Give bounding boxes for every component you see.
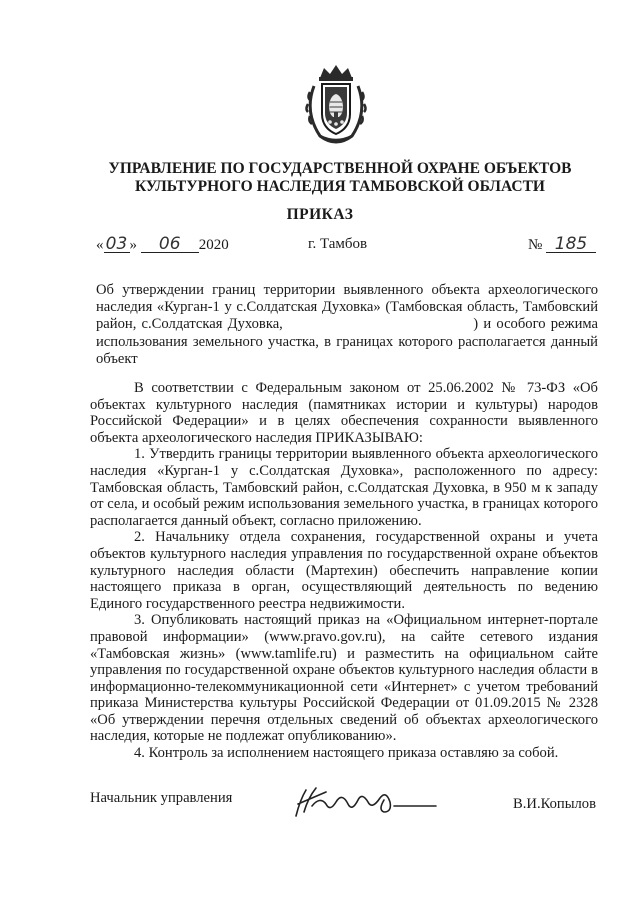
date-year: 2020 [198, 237, 229, 253]
order-item-1: 1. Утвердить границы территории выявленного объекта археологического наследия «Курган-1 у с.Солдатская Духовка», расположенного по адресу: Тамбовская область, Тамбовский район, с.Солдатская Духовка, в 950 м к западу от села, и особый режим использования земельного участка, в границах которого располагается данный объект, согласно приложению. [90, 446, 598, 529]
document-date [96, 236, 229, 254]
document-subject [96, 282, 598, 368]
organization-name-line1: УПРАВЛЕНИЕ ПО ГОСУДАРСТВЕННОЙ ОХРАНЕ ОБЪЕКТОВ [108, 160, 572, 177]
organization-name-line2: КУЛЬТУРНОГО НАСЛЕДИЯ ТАМБОВСКОЙ ОБЛАСТИ [135, 178, 545, 195]
document-body [90, 380, 598, 762]
coat-of-arms-icon [300, 62, 372, 144]
document-number [528, 236, 596, 254]
order-item-4: 4. Контроль за исполнением настоящего приказа оставляю за собой. [134, 745, 559, 762]
order-item-2: 2. Начальнику отдела сохранения, государственной охраны и учета объектов культурного наследия управления по государственной охране объектов культурного наследия области (Мартехин) обеспечить направление копии настоящего приказа в орган, осуществляющий деятельность по ведению Единого государственного реестра недвижимости. [90, 529, 598, 612]
signer-title: Начальник управления [90, 790, 233, 806]
organization-name [60, 160, 620, 196]
number-prefix: № [527, 237, 543, 253]
date-month: 06 [141, 236, 199, 253]
handwritten-signature-icon [286, 782, 446, 822]
document-city: г. Тамбов [308, 236, 368, 252]
order-item-3: 3. Опубликовать настоящий приказ на «Официальном интернет-портале правовой информации» (www.pravo.gov.ru), на сайте сетевого издания «Тамбовская жизнь» (www.tamlife.ru) и разместить на официальном сайте управления по государственной охране объектов культурного наследия области в информационно-телекоммуникационной сети «Интернет» с учетом требований приказа Министерства культуры Российской Федерации от 01.09.2015 № 2328 «Об утверждении перечня отдельных сведений об объектах археологического наследия, которые не подлежат опубликованию». [90, 612, 598, 745]
date-day: 03 [104, 236, 130, 253]
signature-block [90, 782, 596, 822]
date-quote-close: » [129, 237, 137, 253]
date-quote-open: « [96, 237, 104, 253]
number-value: 185 [546, 236, 596, 253]
subject-text-part2: ) и особого режима использования земельного участка, в границах которого располагается данный объект [96, 316, 598, 367]
subject-text-part1: Об утверждении границ территории выявленного объекта археологического наследия «Курган-1 у с.Солдатская Духовка» (Тамбовская область, Тамбовский район, с.Солдатская Духовка, [96, 282, 598, 333]
signer-name: В.И.Копылов [513, 796, 596, 812]
preamble-paragraph: В соответствии с Федеральным законом от 25.06.2002 № 73-ФЗ «Об объектах культурного наследия (памятниках истории и культуры) народов Российской Федерации» и в целях обеспечения сохранности выявленного объекта археологического наследия ПРИКАЗЫВАЮ: [90, 380, 598, 446]
document-meta [96, 236, 596, 258]
document-type: ПРИКАЗ [286, 206, 354, 223]
